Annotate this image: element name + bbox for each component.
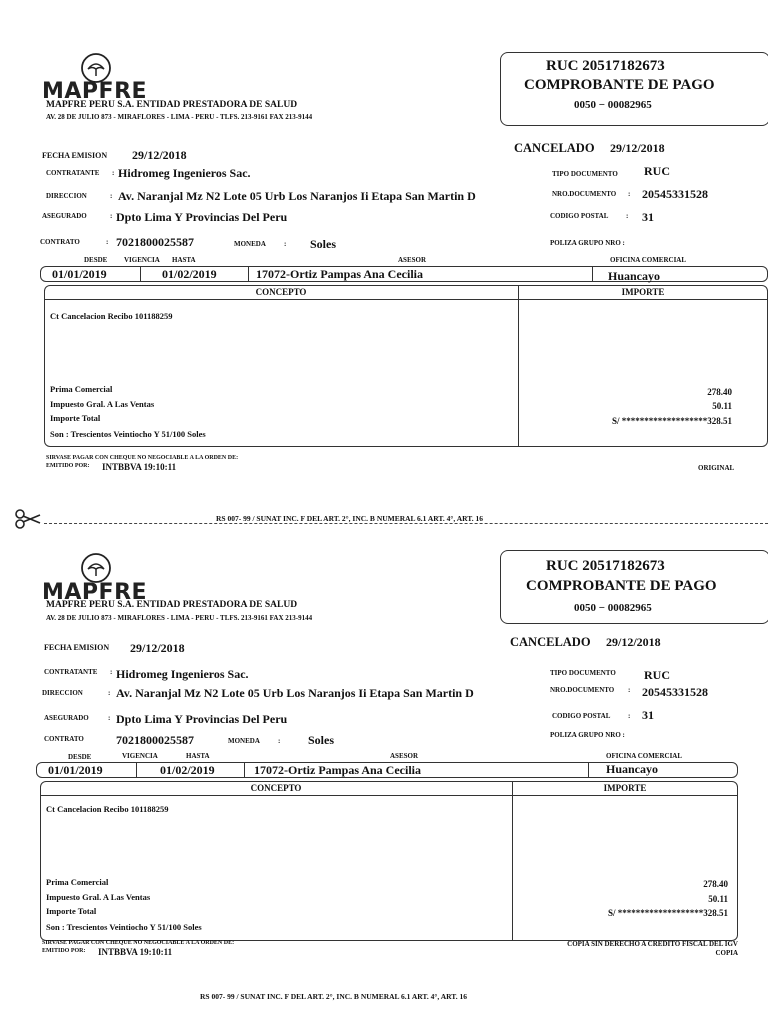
son-text: Son : Trescientos Veintiocho Y 51/100 Soles: [46, 922, 202, 932]
contratante-label: CONTRATANTE: [44, 668, 98, 676]
codigo-postal-label: CODIGO POSTAL: [552, 712, 611, 720]
company-address: AV. 28 DE JULIO 873 - MIRAFLORES - LIMA - PERU - TLFS. 213-9161 FAX 213-9144: [46, 614, 313, 622]
direccion-value: Av. Naranjal Mz N2 Lote 05 Urb Los Naranjos Ii Etapa San Martin D: [118, 189, 476, 203]
emitido-label: EMITIDO POR:: [42, 948, 86, 954]
tipo-documento-value: RUC: [644, 668, 670, 682]
asegurado-value: Dpto Lima Y Provincias Del Peru: [116, 210, 288, 224]
impuesto-label: Impuesto Gral. A Las Ventas: [46, 892, 151, 902]
moneda-label: MONEDA: [228, 737, 260, 745]
concepto-item: Ct Cancelacion Recibo 101188259: [50, 311, 173, 321]
company-address: AV. 28 DE JULIO 873 - MIRAFLORES - LIMA - PERU - TLFS. 213-9161 FAX 213-9144: [46, 113, 313, 121]
cancelado-value: 29/12/2018: [606, 635, 661, 649]
concepto-header: CONCEPTO: [255, 287, 307, 297]
asesor-label: ASESOR: [398, 256, 427, 264]
copia-mark: COPIA: [715, 949, 738, 957]
moneda-colon: :: [278, 737, 281, 745]
desde-value: 01/01/2019: [48, 763, 103, 777]
emitido-value: INTBBVA 19:10:11: [102, 462, 177, 472]
contratante-colon: :: [110, 668, 113, 676]
importe-total-label: Importe Total: [50, 413, 101, 423]
ruc-number: RUC 20517182673: [546, 58, 665, 74]
asesor-label: ASESOR: [390, 752, 419, 760]
impuesto-value: 50.11: [708, 894, 728, 904]
emitido-value: INTBBVA 19:10:11: [98, 947, 173, 957]
poliza-grupo-label: POLIZA GRUPO NRO :: [550, 731, 625, 739]
fecha-emision-value: 29/12/2018: [132, 148, 187, 162]
company-name: MAPFRE PERU S.A. ENTIDAD PRESTADORA DE SALUD: [46, 100, 298, 110]
vigencia-label: VIGENCIA: [124, 256, 160, 264]
asegurado-label: ASEGURADO: [44, 714, 89, 722]
importe-total-label: Importe Total: [46, 906, 97, 916]
direccion-label: DIRECCION: [42, 689, 83, 697]
moneda-colon: :: [284, 240, 287, 248]
hasta-value: 01/02/2019: [160, 763, 215, 777]
impuesto-value: 50.11: [712, 401, 732, 411]
hasta-label: HASTA: [186, 752, 210, 760]
document-title: COMPROBANTE DE PAGO: [524, 77, 715, 93]
concepto-item: Ct Cancelacion Recibo 101188259: [46, 804, 169, 814]
importe-header: IMPORTE: [603, 783, 647, 793]
contrato-label: CONTRATO: [44, 735, 84, 743]
asesor-value: 17072-Ortiz Pampas Ana Cecilia: [256, 267, 423, 281]
brand-logo-text: MAPFRE: [42, 580, 148, 605]
nro-documento-label: NRO.DOCUMENTO: [550, 686, 615, 694]
asegurado-value: Dpto Lima Y Provincias Del Peru: [116, 712, 288, 726]
document-number: 0050 − 00082965: [574, 99, 652, 111]
asegurado-label: ASEGURADO: [42, 212, 87, 220]
direccion-value: Av. Naranjal Mz N2 Lote 05 Urb Los Naranjos Ii Etapa San Martin D: [116, 686, 474, 700]
nro-documento-value: 20545331528: [642, 685, 708, 699]
nro-documento-colon: :: [628, 190, 631, 198]
original-mark: ORIGINAL: [698, 464, 735, 472]
concepto-header: CONCEPTO: [250, 783, 302, 793]
sirvase-note: SIRVASE PAGAR CON CHEQUE NO NEGOCIABLE A LA ORDEN DE:: [46, 455, 239, 461]
contratante-colon: :: [112, 169, 115, 177]
prima-label: Prima Comercial: [46, 877, 109, 887]
legal-footer-top: RS 007- 99 / SUNAT INC. F DEL ART. 2°, INC. B NUMERAL 6.1 ART. 4°, ART. 16: [216, 514, 483, 523]
direccion-colon: :: [108, 689, 111, 697]
moneda-value: Soles: [308, 733, 335, 747]
poliza-grupo-label: POLIZA GRUPO NRO :: [550, 239, 625, 247]
prima-value: 278.40: [703, 879, 728, 889]
hasta-value: 01/02/2019: [162, 267, 217, 281]
oficina-value: Huancayo: [606, 762, 659, 776]
oficina-value: Huancayo: [608, 269, 661, 283]
contrato-label: CONTRATO: [40, 238, 80, 246]
asesor-value: 17072-Ortiz Pampas Ana Cecilia: [254, 763, 421, 777]
contrato-value: 7021800025587: [116, 733, 194, 747]
contratante-value: Hidromeg Ingenieros Sac.: [116, 667, 249, 681]
codigo-postal-value: 31: [642, 210, 654, 224]
document-title: COMPROBANTE DE PAGO: [526, 578, 717, 594]
brand-logo-text: MAPFRE: [42, 79, 148, 104]
contrato-value: 7021800025587: [116, 235, 194, 249]
codigo-postal-colon: :: [626, 212, 629, 220]
copia-note: COPIA SIN DERECHO A CREDITO FISCAL DEL IGV: [567, 940, 738, 948]
importe-header: IMPORTE: [621, 287, 665, 297]
codigo-postal-colon: :: [628, 712, 631, 720]
asegurado-colon: :: [110, 212, 113, 220]
tipo-documento-value: RUC: [644, 164, 670, 178]
desde-label: DESDE: [68, 753, 92, 761]
nro-documento-colon: :: [628, 686, 631, 694]
fecha-emision-value: 29/12/2018: [130, 641, 185, 655]
fecha-emision-label: FECHA EMISION: [44, 643, 110, 652]
prima-value: 278.40: [707, 387, 732, 397]
nro-documento-label: NRO.DOCUMENTO: [552, 190, 617, 198]
tipo-documento-label: TIPO DOCUMENTO: [552, 170, 618, 178]
total-value: S/ *******************328.51: [607, 908, 728, 918]
legal-footer-bottom: RS 007- 99 / SUNAT INC. F DEL ART. 2°, INC. B NUMERAL 6.1 ART. 4°, ART. 16: [200, 992, 467, 1001]
oficina-label: OFICINA COMERCIAL: [610, 256, 687, 264]
emitido-label: EMITIDO POR:: [46, 463, 90, 469]
codigo-postal-value: 31: [642, 708, 654, 722]
hasta-label: HASTA: [172, 256, 196, 264]
document-number: 0050 − 00082965: [574, 602, 652, 614]
ruc-number: RUC 20517182673: [546, 558, 665, 574]
moneda-label: MONEDA: [234, 240, 266, 248]
desde-value: 01/01/2019: [52, 267, 107, 281]
son-text: Son : Trescientos Veintiocho Y 51/100 Soles: [50, 429, 206, 439]
contratante-label: CONTRATANTE: [46, 169, 100, 177]
tipo-documento-label: TIPO DOCUMENTO: [550, 669, 616, 677]
cancelado-label: CANCELADO: [514, 141, 595, 155]
cut-line: [44, 523, 768, 524]
contrato-colon: :: [106, 238, 109, 246]
scissors-icon: [14, 509, 42, 529]
direccion-label: DIRECCION: [46, 192, 87, 200]
contratante-value: Hidromeg Ingenieros Sac.: [118, 166, 251, 180]
company-name: MAPFRE PERU S.A. ENTIDAD PRESTADORA DE SALUD: [46, 600, 298, 610]
direccion-colon: :: [110, 192, 113, 200]
asegurado-colon: :: [108, 714, 111, 722]
fecha-emision-label: FECHA EMISION: [42, 151, 108, 160]
codigo-postal-label: CODIGO POSTAL: [550, 212, 609, 220]
total-value: S/ *******************328.51: [611, 416, 732, 426]
oficina-label: OFICINA COMERCIAL: [606, 752, 683, 760]
nro-documento-value: 20545331528: [642, 187, 708, 201]
cancelado-value: 29/12/2018: [610, 141, 665, 155]
moneda-value: Soles: [310, 237, 337, 251]
vigencia-label: VIGENCIA: [122, 752, 158, 760]
cancelado-label: CANCELADO: [510, 635, 591, 649]
impuesto-label: Impuesto Gral. A Las Ventas: [50, 399, 155, 409]
desde-label: DESDE: [84, 256, 108, 264]
sirvase-note: SIRVASE PAGAR CON CHEQUE NO NEGOCIABLE A LA ORDEN DE:: [42, 940, 235, 946]
prima-label: Prima Comercial: [50, 384, 113, 394]
